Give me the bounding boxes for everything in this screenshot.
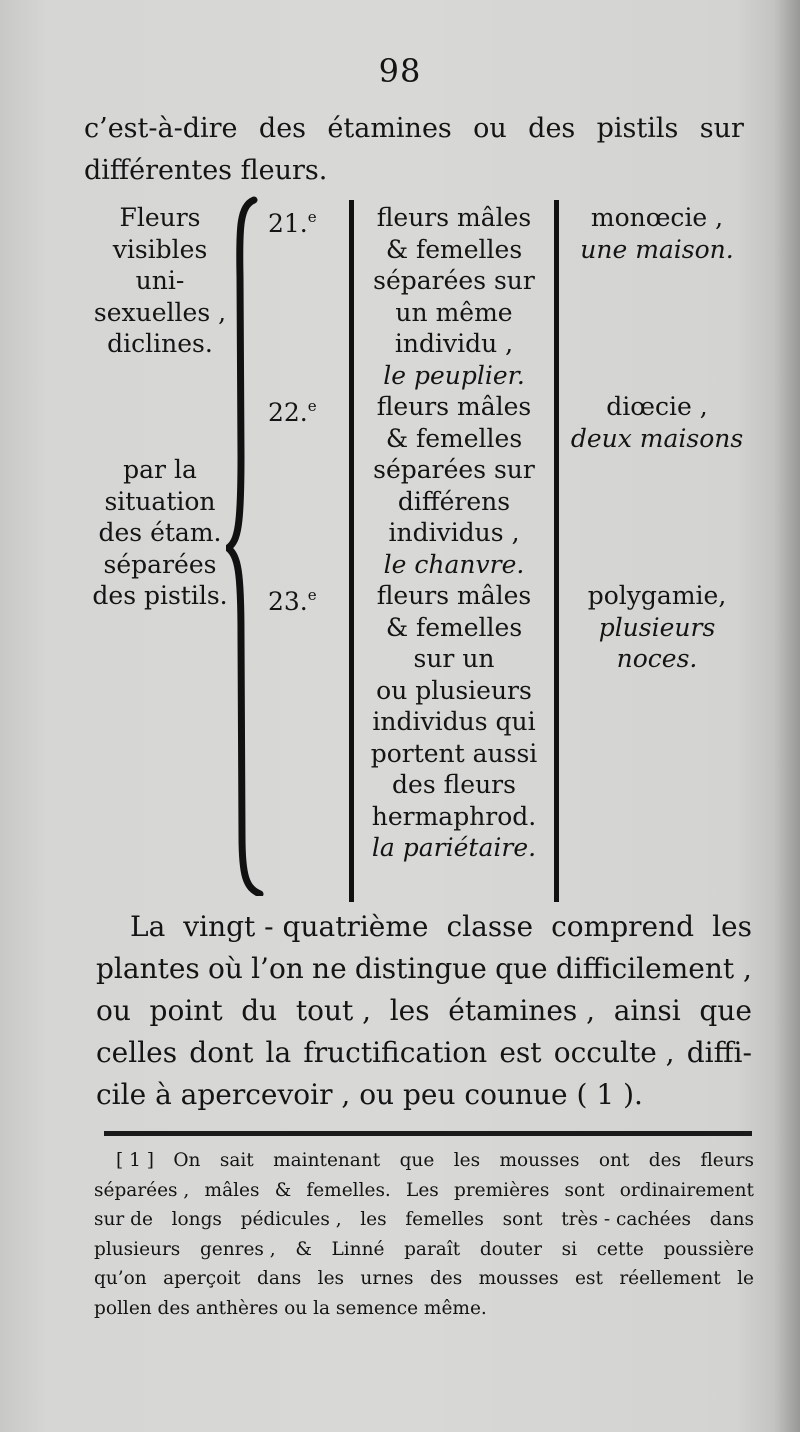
paragraph-word: du [241, 994, 278, 1027]
intro-word: ou [473, 113, 507, 144]
intro-word: étamines [327, 113, 452, 144]
footnote-word: dans [709, 1209, 754, 1230]
paragraph-word: ainsi [613, 994, 681, 1027]
paragraph-word: dont [189, 1036, 254, 1069]
classification-left-label [80, 202, 240, 612]
footnote-word: dans [257, 1268, 302, 1289]
paragraph-line: cile à apercevoir , ou peu counue ( 1 ). [96, 1078, 643, 1111]
paragraph-word: est [499, 1036, 542, 1069]
class-number [268, 202, 317, 240]
left-label-line: des pistils. [92, 581, 228, 610]
footnote-word: longs [171, 1209, 222, 1230]
footnote-word: urnes [360, 1268, 414, 1289]
description-line: différens [397, 486, 511, 516]
paragraph-word: l’on [251, 952, 304, 985]
description-line: ou plusieurs [376, 675, 532, 705]
class-name-meaning: plusieurs [598, 612, 716, 642]
footnote-word: ont [598, 1150, 630, 1171]
table-rule-right [554, 200, 559, 902]
footnote-line [94, 1176, 754, 1206]
paragraph-word: les [712, 910, 752, 943]
description-line: des fleurs [392, 770, 516, 799]
description-line: séparées sur [373, 266, 535, 295]
class-numbers [268, 202, 338, 864]
paragraph-word: ou [96, 994, 131, 1027]
description-line: fleurs mâles [376, 203, 532, 232]
paragraph-word: fructification [303, 1036, 488, 1069]
example-plant: le peuplier. [383, 360, 525, 390]
footnote-word: douter [479, 1238, 542, 1260]
intro-word: pistils [596, 113, 679, 144]
class-number [268, 391, 317, 429]
description-line: séparées sur [373, 455, 535, 484]
footnote-word: est [575, 1268, 603, 1289]
footnote-line [94, 1235, 754, 1265]
intro-word: des [528, 113, 576, 144]
description-line: individus , [388, 518, 520, 547]
footnote-word: très - cachées [561, 1209, 692, 1230]
description-line: fleurs mâles [376, 392, 532, 421]
class-number-sup: e [307, 397, 317, 415]
footnote-word: réellement [619, 1268, 721, 1289]
intro-word: des [258, 113, 307, 144]
description-line: portent aussi [370, 738, 538, 768]
paragraph-word: les [389, 994, 430, 1027]
left-label-line: visibles [112, 234, 208, 264]
class-number-text: 21. [268, 209, 308, 238]
paragraph-word: distingue [354, 952, 487, 985]
footnote-word: les [453, 1150, 481, 1171]
paragraph-word: classe [446, 910, 534, 943]
paragraph-word: occulte , [553, 1036, 675, 1069]
footnote-word: & [274, 1179, 292, 1201]
paragraph-word: la [265, 1036, 292, 1069]
class-descriptions [356, 202, 552, 864]
footnote-word: & [295, 1238, 312, 1260]
intro-text [84, 108, 744, 192]
footnote-word: maintenant [273, 1150, 381, 1171]
footnote-rule [104, 1131, 752, 1136]
footnote-word: femelles. [306, 1179, 391, 1201]
class-name-meaning: une maison. [580, 234, 734, 264]
example-plant: la pariétaire. [371, 833, 537, 862]
main-paragraph [96, 906, 752, 1116]
footnote-word: que [399, 1150, 435, 1171]
class-name-meaning: deux maisons [570, 423, 744, 453]
curly-brace [226, 196, 266, 896]
footnote-word: On [173, 1150, 201, 1171]
description-line: hermaphrod. [371, 801, 537, 831]
paragraph-word: que [699, 994, 752, 1027]
paragraph-word: diffi- [686, 1036, 752, 1069]
footnote-word: femelles [405, 1209, 484, 1230]
left-label-line: uni- [135, 266, 185, 295]
class-number-text: 23. [268, 587, 308, 616]
class-names [562, 202, 752, 864]
paragraph-line [96, 1032, 752, 1074]
class-name: diœcie , [606, 392, 708, 421]
footnote-line: pollen des anthères ou la semence même. [94, 1297, 487, 1319]
footnote-word: des [429, 1268, 463, 1289]
paragraph-word: La [130, 910, 166, 943]
class-number-sup: e [307, 586, 317, 604]
footnote-line [94, 1264, 754, 1294]
footnote-word: si [561, 1238, 578, 1260]
description-line: & femelles [385, 612, 523, 642]
footnote-word: pédicules , [240, 1209, 342, 1230]
left-label-line: situation [104, 486, 216, 516]
left-label-line [80, 423, 240, 455]
footnote-word: le [737, 1268, 754, 1289]
paragraph-word: difficilement , [555, 952, 752, 985]
class-name: polygamie, [587, 581, 727, 610]
left-label-line [80, 360, 240, 392]
footnote-word: séparées , [94, 1179, 190, 1201]
paragraph-line [96, 948, 752, 990]
paragraph-word: comprend [551, 910, 695, 943]
class-number-text: 22. [268, 398, 308, 427]
description-line: un même [395, 297, 513, 327]
footnote-word: mâles [204, 1179, 260, 1201]
description-line: & femelles [385, 423, 523, 453]
footnote-word: les [360, 1209, 387, 1230]
footnote-line [94, 1205, 754, 1235]
description-line: sur un [413, 644, 495, 673]
paragraph-word: plantes [96, 952, 200, 985]
footnote-word: [ 1 ] [116, 1150, 154, 1171]
left-label-line: Fleurs [119, 203, 201, 232]
footnote-word: poussière [663, 1238, 754, 1260]
footnote-word: ordinairement [619, 1179, 754, 1201]
paragraph-word: point [149, 994, 223, 1027]
footnote-word: sont [564, 1179, 605, 1201]
class-number [268, 580, 317, 618]
paragraph-line [96, 990, 752, 1032]
footnote-word: qu’on [94, 1268, 147, 1289]
footnote-word: sont [502, 1209, 543, 1230]
page-number: 98 [378, 52, 422, 90]
left-label-line: par la [123, 455, 197, 484]
footnote-word: mousses [478, 1268, 559, 1289]
footnote-word: paraît [404, 1238, 461, 1260]
left-label-line [80, 391, 240, 423]
description-line: individus qui [372, 707, 536, 736]
paragraph-line [96, 906, 752, 948]
intro-word: sur [699, 113, 744, 144]
class-name-meaning: noces. [616, 644, 698, 673]
footnote-word: premières [454, 1179, 550, 1201]
table-rule-left [349, 200, 354, 902]
footnote-line [94, 1146, 754, 1176]
left-label-line: sexuelles , [93, 297, 227, 327]
footnote-word: genres , [199, 1238, 276, 1260]
left-label-line: des étam. [98, 518, 222, 547]
intro-word: c’est-à-dire [84, 113, 238, 144]
class-name: monœcie , [590, 203, 724, 232]
description-line: & femelles [385, 234, 523, 264]
paragraph-word: tout , [295, 994, 372, 1027]
footnote-word: sait [219, 1150, 254, 1171]
intro-line-2: différentes fleurs. [84, 155, 328, 186]
page-edge-shadow [774, 0, 800, 1432]
example-plant: le chanvre. [383, 549, 525, 579]
footnote-word: aperçoit [163, 1268, 241, 1289]
footnote-word: mousses [499, 1150, 580, 1171]
footnote-word: Les [406, 1179, 439, 1201]
footnote-word: fleurs [700, 1150, 754, 1171]
paragraph-word: étamines , [448, 994, 596, 1027]
description-line: fleurs mâles [376, 581, 532, 610]
footnote-word: cette [596, 1238, 644, 1260]
intro-line-1 [84, 108, 744, 150]
footnote-word: sur de [94, 1209, 153, 1230]
footnote-word: des [648, 1150, 682, 1171]
class-number-sup: e [307, 208, 317, 226]
left-label-line: séparées [103, 549, 217, 579]
footnote-word: Linné [331, 1238, 385, 1260]
footnote-word: les [317, 1268, 345, 1289]
paragraph-word: que [495, 952, 548, 985]
paragraph-word: vingt - quatrième [183, 910, 429, 943]
paragraph-word: où [208, 952, 243, 985]
left-label-line: diclines. [107, 329, 213, 358]
footnote-word: plusieurs [94, 1238, 181, 1260]
footnote [94, 1146, 754, 1323]
paragraph-word: celles [96, 1036, 178, 1069]
paragraph-word: ne [312, 952, 347, 985]
description-line: individu , [394, 329, 514, 358]
